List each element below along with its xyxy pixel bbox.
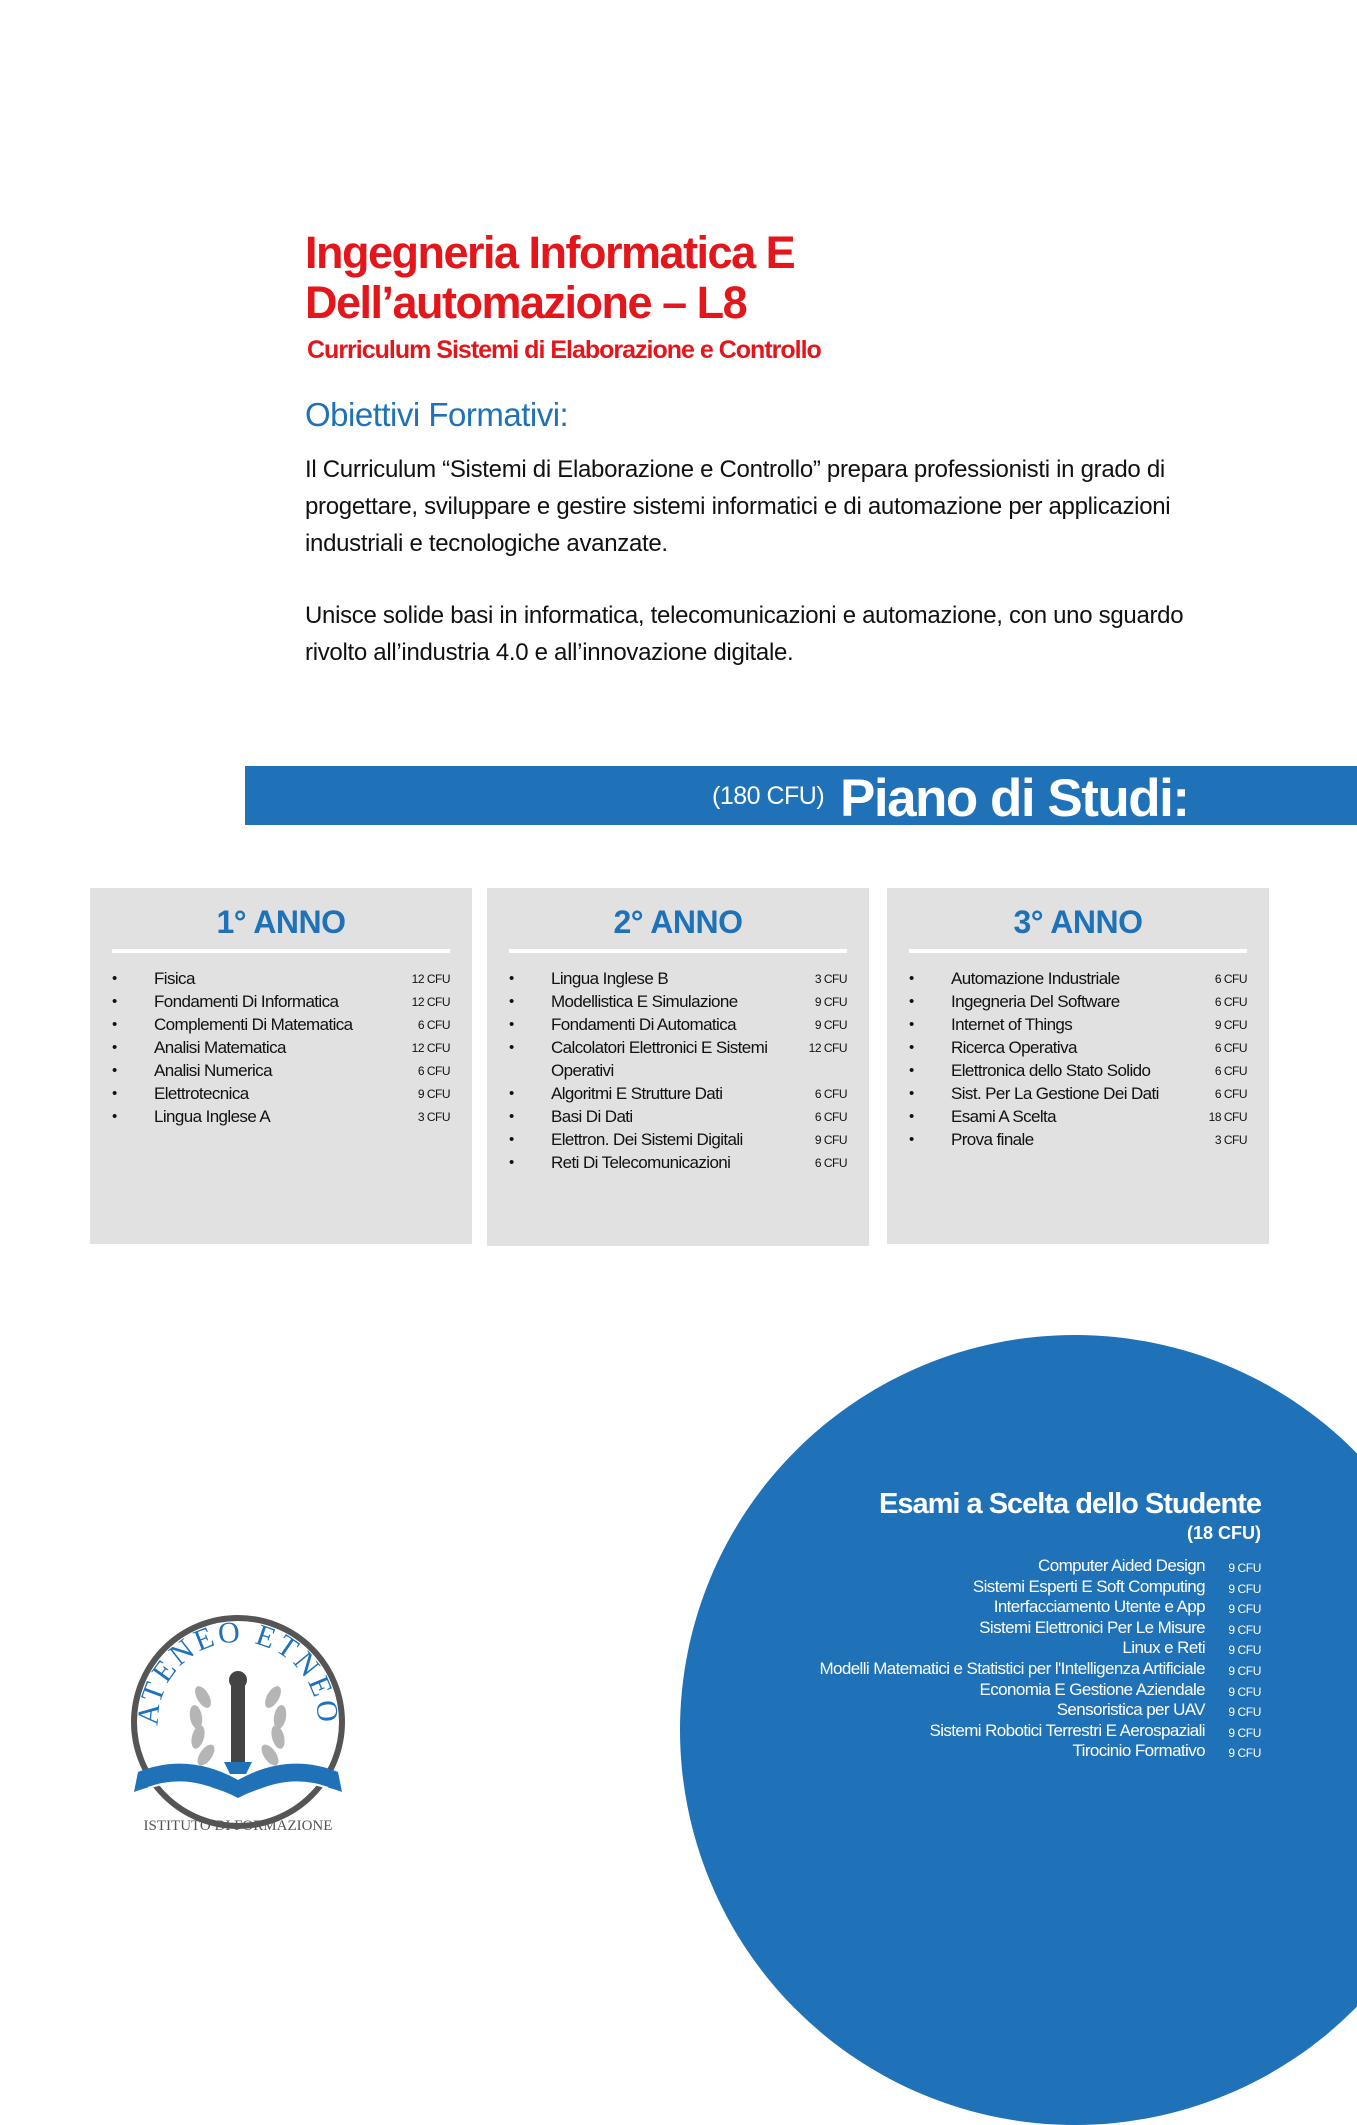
course-item <box>90 967 472 990</box>
elective-name: Computer Aided Design <box>1038 1556 1205 1575</box>
program-title <box>305 228 1205 328</box>
course-cfu: 9 CFU <box>814 1133 847 1147</box>
course-item <box>487 1036 869 1082</box>
elective-name: Sistemi Esperti E Soft Computing <box>972 1576 1205 1596</box>
course-item <box>887 1082 1269 1105</box>
bullet-icon: • <box>509 1131 514 1148</box>
elective-name: Modelli Matematici e Statistici per l'Intelligenza Artificiale <box>819 1658 1205 1678</box>
course-item <box>90 1082 472 1105</box>
bullet-icon: • <box>509 1154 514 1171</box>
course-name: Basi Di Dati <box>551 1107 633 1126</box>
course-cfu: 6 CFU <box>1214 1064 1247 1078</box>
course-cfu: 9 CFU <box>814 1018 847 1032</box>
elective-item <box>661 1556 1261 1577</box>
year-divider <box>909 949 1247 953</box>
course-item <box>487 1082 869 1105</box>
elective-item <box>661 1577 1261 1598</box>
elective-cfu: 9 CFU <box>1228 1663 1261 1678</box>
course-cfu: 3 CFU <box>417 1110 450 1124</box>
elective-cfu: 9 CFU <box>1228 1643 1261 1658</box>
course-item <box>887 1105 1269 1128</box>
elective-name: Linux e Reti <box>1122 1638 1205 1658</box>
course-name: Elettronica dello Stato Solido <box>951 1061 1151 1080</box>
bullet-icon: • <box>509 1085 514 1102</box>
bullet-icon: • <box>509 970 514 987</box>
course-cfu: 6 CFU <box>417 1064 450 1078</box>
course-cfu: 18 CFU <box>1208 1110 1247 1124</box>
elective-cfu: 9 CFU <box>1228 1561 1261 1575</box>
elective-cfu: 9 CFU <box>1228 1622 1261 1637</box>
course-name: Elettrotecnica <box>154 1084 249 1103</box>
course-cfu: 3 CFU <box>1214 1133 1247 1147</box>
bullet-icon: • <box>509 1039 514 1056</box>
bullet-icon: • <box>112 1016 117 1033</box>
logo-arc-text: ATENEO ETNEO <box>131 1615 345 1727</box>
course-name: Internet of Things <box>951 1015 1073 1034</box>
course-name: Lingua Inglese B <box>551 969 669 988</box>
course-cfu: 9 CFU <box>417 1087 450 1101</box>
bullet-icon: • <box>112 993 117 1010</box>
elective-item <box>661 1597 1261 1618</box>
course-item <box>90 1105 472 1128</box>
bullet-icon: • <box>112 1085 117 1102</box>
year-title: 1° ANNO <box>216 904 346 940</box>
elective-cfu: 9 CFU <box>1228 1725 1261 1740</box>
elective-item <box>661 1659 1261 1680</box>
year-card-3 <box>887 888 1269 1244</box>
bullet-icon: • <box>509 1016 514 1033</box>
course-item <box>90 1013 472 1036</box>
course-cfu: 12 CFU <box>411 972 450 986</box>
bullet-icon: • <box>909 993 914 1010</box>
course-cfu: 9 CFU <box>1214 1018 1247 1032</box>
objectives-paragraph-1: Il Curriculum “Sistemi di Elaborazione e Controllo” prepara professionisti in grado di progettare, sviluppare e gestire sistemi informatici e di automazione per applicazioni industriali e tecnologiche avanzate. <box>305 456 1171 557</box>
bullet-icon: • <box>909 1131 914 1148</box>
course-name: Analisi Matematica <box>154 1038 286 1057</box>
course-cfu: 6 CFU <box>814 1087 847 1101</box>
course-item <box>887 1036 1269 1059</box>
course-cfu: 6 CFU <box>814 1156 847 1170</box>
elective-name: Interfacciamento Utente e App <box>993 1597 1205 1617</box>
elective-name: Economia E Gestione Aziendale <box>979 1679 1205 1699</box>
bullet-icon: • <box>909 1085 914 1102</box>
objectives-heading: Obiettivi Formativi: <box>305 396 569 433</box>
elective-name: Sensoristica per UAV <box>1056 1700 1205 1720</box>
bullet-icon: • <box>909 1016 914 1033</box>
course-name: Algoritmi E Strutture Dati <box>551 1084 723 1103</box>
bullet-icon: • <box>909 1039 914 1056</box>
elective-item <box>661 1700 1261 1721</box>
logo-emblem-icon <box>118 1612 358 1837</box>
course-name: Modellistica E Simulazione <box>551 992 738 1011</box>
elective-item <box>661 1741 1261 1762</box>
course-item <box>90 1059 472 1082</box>
elective-cfu: 9 CFU <box>1228 1581 1261 1596</box>
course-cfu: 12 CFU <box>411 1041 450 1055</box>
bullet-icon: • <box>112 1108 117 1125</box>
objectives-paragraph-2: Unisce solide basi in informatica, telecomunicazioni e automazione, con uno sguardo rivolto all’industria 4.0 e all’innovazione digitale. <box>305 602 1184 666</box>
study-plan-title: Piano di Studi: <box>840 769 1189 828</box>
elective-cfu: 9 CFU <box>1228 1602 1261 1617</box>
electives-list <box>661 1556 1261 1762</box>
year-divider <box>509 949 847 953</box>
course-item <box>487 1128 869 1151</box>
study-plan-cfu: (180 CFU) <box>712 782 825 810</box>
elective-cfu: 9 CFU <box>1228 1746 1261 1761</box>
course-cfu: 12 CFU <box>411 995 450 1009</box>
course-name: Ingegneria Del Software <box>951 992 1120 1011</box>
elective-item <box>661 1638 1261 1659</box>
course-cfu: 6 CFU <box>1214 1087 1247 1101</box>
bullet-icon: • <box>509 993 514 1010</box>
course-name: Lingua Inglese A <box>154 1107 271 1126</box>
logo-caption: ISTITUTO DI FORMAZIONE <box>143 1818 333 1834</box>
course-cfu: 9 CFU <box>814 995 847 1009</box>
electives-section <box>661 1488 1261 1762</box>
course-item <box>887 1059 1269 1082</box>
elective-name: Sistemi Robotici Terrestri E Aerospaziali <box>929 1720 1205 1740</box>
year-title: 3° ANNO <box>1013 904 1143 940</box>
program-title-line2: Dell’automazione – L8 <box>305 277 747 328</box>
course-list <box>90 967 472 1128</box>
study-plan-banner <box>245 766 1357 828</box>
electives-cfu: (18 CFU) <box>1186 1523 1261 1543</box>
course-name: Complementi Di Matematica <box>154 1015 353 1034</box>
bullet-icon: • <box>909 1108 914 1125</box>
course-name: Calcolatori Elettronici E Sistemi Operativi <box>551 1038 768 1080</box>
electives-title: Esami a Scelta dello Studente <box>879 1488 1261 1520</box>
course-item <box>487 990 869 1013</box>
course-cfu: 6 CFU <box>417 1018 450 1032</box>
course-name: Elettron. Dei Sistemi Digitali <box>551 1130 743 1149</box>
curriculum-subtitle: Curriculum Sistemi di Elaborazione e Controllo <box>307 336 821 364</box>
elective-cfu: 9 CFU <box>1228 1684 1261 1699</box>
course-name: Automazione Industriale <box>951 969 1120 988</box>
course-name: Prova finale <box>951 1130 1034 1149</box>
course-name: Sist. Per La Gestione Dei Dati <box>951 1084 1159 1103</box>
bullet-icon: • <box>909 1062 914 1079</box>
year-card-2 <box>487 888 869 1246</box>
course-item <box>90 990 472 1013</box>
ateneo-etneo-logo <box>118 1612 358 1837</box>
course-cfu: 3 CFU <box>814 972 847 986</box>
elective-cfu: 9 CFU <box>1228 1705 1261 1720</box>
course-item <box>887 1013 1269 1036</box>
elective-name: Tirocinio Formativo <box>1072 1741 1205 1761</box>
elective-name: Sistemi Elettronici Per Le Misure <box>979 1617 1205 1637</box>
course-name: Reti Di Telecomunicazioni <box>551 1153 731 1172</box>
year-title: 2° ANNO <box>613 904 743 940</box>
course-name: Fisica <box>154 969 195 988</box>
bullet-icon: • <box>112 1062 117 1079</box>
course-cfu: 6 CFU <box>814 1110 847 1124</box>
year-card-1 <box>90 888 472 1244</box>
elective-item <box>661 1618 1261 1639</box>
course-list <box>487 967 869 1174</box>
course-name: Esami A Scelta <box>951 1107 1056 1126</box>
course-name: Fondamenti Di Informatica <box>154 992 339 1011</box>
course-item <box>90 1036 472 1059</box>
course-item <box>487 1013 869 1036</box>
course-name: Ricerca Operativa <box>951 1038 1077 1057</box>
year-divider <box>112 949 450 953</box>
course-cfu: 6 CFU <box>1214 1041 1247 1055</box>
course-item <box>887 967 1269 990</box>
bullet-icon: • <box>112 970 117 987</box>
bullet-icon: • <box>909 970 914 987</box>
elective-item <box>661 1721 1261 1742</box>
course-item <box>887 1128 1269 1151</box>
course-name: Fondamenti Di Automatica <box>551 1015 736 1034</box>
course-item <box>487 967 869 990</box>
course-item <box>487 1151 869 1174</box>
elective-item <box>661 1680 1261 1701</box>
course-item <box>487 1105 869 1128</box>
course-cfu: 6 CFU <box>1214 995 1247 1009</box>
course-list <box>887 967 1269 1151</box>
course-name: Analisi Numerica <box>154 1061 272 1080</box>
program-title-line1: Ingegneria Informatica E <box>305 227 795 278</box>
course-item <box>887 990 1269 1013</box>
course-cfu: 6 CFU <box>1214 972 1247 986</box>
bullet-icon: • <box>509 1108 514 1125</box>
course-cfu: 12 CFU <box>808 1041 847 1055</box>
bullet-icon: • <box>112 1039 117 1056</box>
